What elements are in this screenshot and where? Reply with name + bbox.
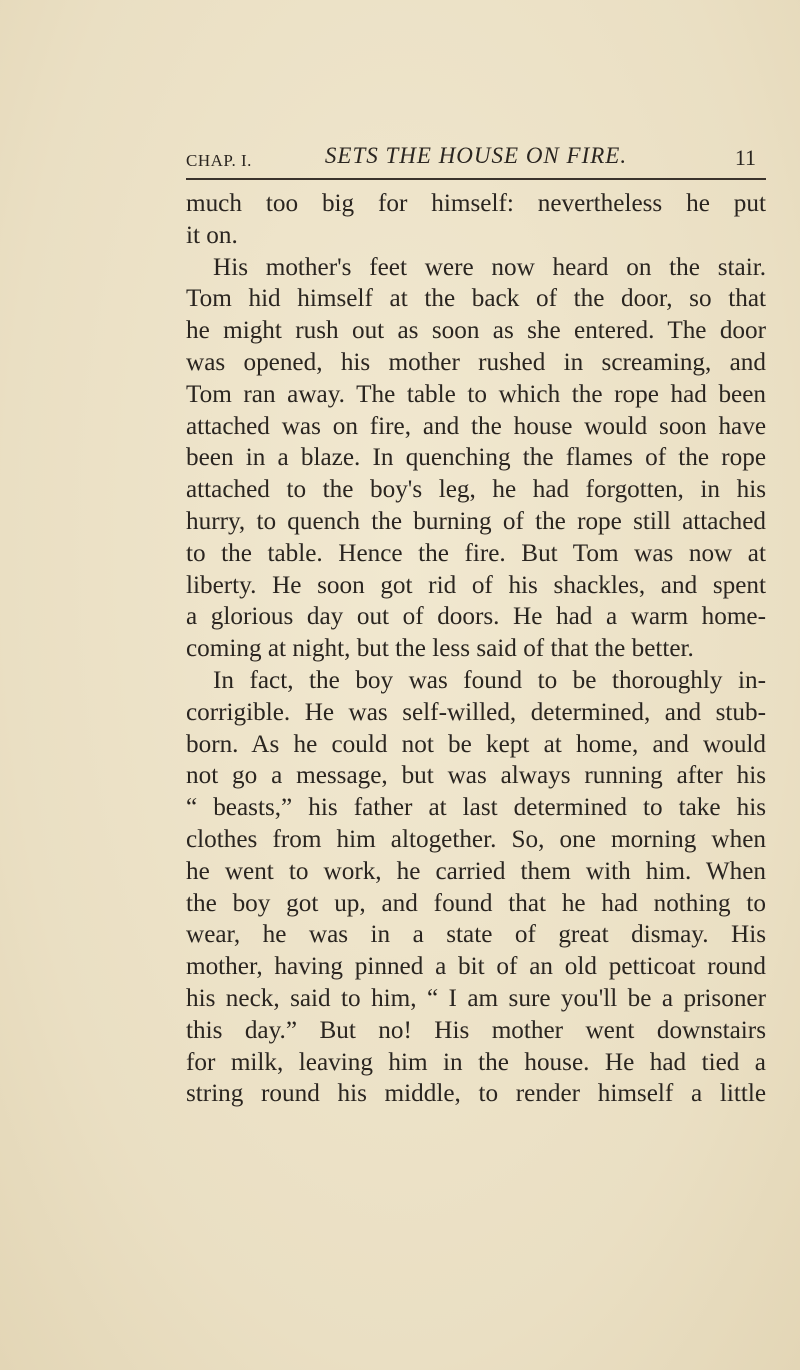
text-line: attached to the boy's leg, he had forgotten, in his [186,476,766,504]
text-line: attached was on fire, and the house would soon have [186,412,766,440]
text-line: liberty. He soon got rid of his shackles, and spent [186,571,766,599]
text-line: to the table. Hence the fire. But Tom was now at [186,539,766,567]
text-line: for milk, leaving him in the house. He had tied a [186,1048,766,1076]
body-text [186,188,766,1110]
running-head [186,143,766,175]
text-line: much too big for himself: nevertheless he put [186,190,766,217]
text-line: born. As he could not be kept at home, and would [186,730,766,758]
text-line: been in a blaze. In quenching the flames of the rope [186,444,766,472]
text-line: the boy got up, and found that he had nothing to [186,889,766,917]
text-line: His mother's feet were now heard on the stair. [213,253,766,281]
page-number: 11 [734,145,756,170]
chapter-label: CHAP. I. [186,151,252,170]
text-line: hurry, to quench the burning of the rope still attached [186,507,766,535]
text-line: Tom ran away. The table to which the rope had been [186,380,766,408]
text-line: this day.” But no! His mother went downstairs [186,1016,766,1044]
text-line: clothes from him altogether. So, one morning when [186,825,766,853]
text-line: not go a message, but was always running after his [186,762,766,790]
running-title: SETS THE HOUSE ON FIRE. [324,143,628,168]
header-rule [186,178,766,180]
text-line: it on. [186,221,238,249]
text-line: corrigible. He was self-willed, determined, and stub- [186,698,766,726]
text-line: his neck, said to him, “ I am sure you'll be a prisoner [186,984,766,1012]
text-line: In fact, the boy was found to be thoroughly in- [213,666,766,694]
text-line: coming at night, but the less said of that the better. [186,635,694,663]
text-line: wear, he was in a state of great dismay. His [186,921,766,949]
text-line: “ beasts,” his father at last determined to take his [186,794,766,822]
text-line: a glorious day out of doors. He had a warm home- [186,603,766,631]
text-line: was opened, his mother rushed in screaming, and [186,348,766,376]
text-line: he might rush out as soon as she entered. The door [186,317,766,345]
text-line: he went to work, he carried them with him. When [186,857,766,885]
text-line: Tom hid himself at the back of the door, so that [186,285,766,313]
text-line: mother, having pinned a bit of an old petticoat round [186,953,766,981]
text-line: string round his middle, to render himself a little [186,1080,766,1108]
